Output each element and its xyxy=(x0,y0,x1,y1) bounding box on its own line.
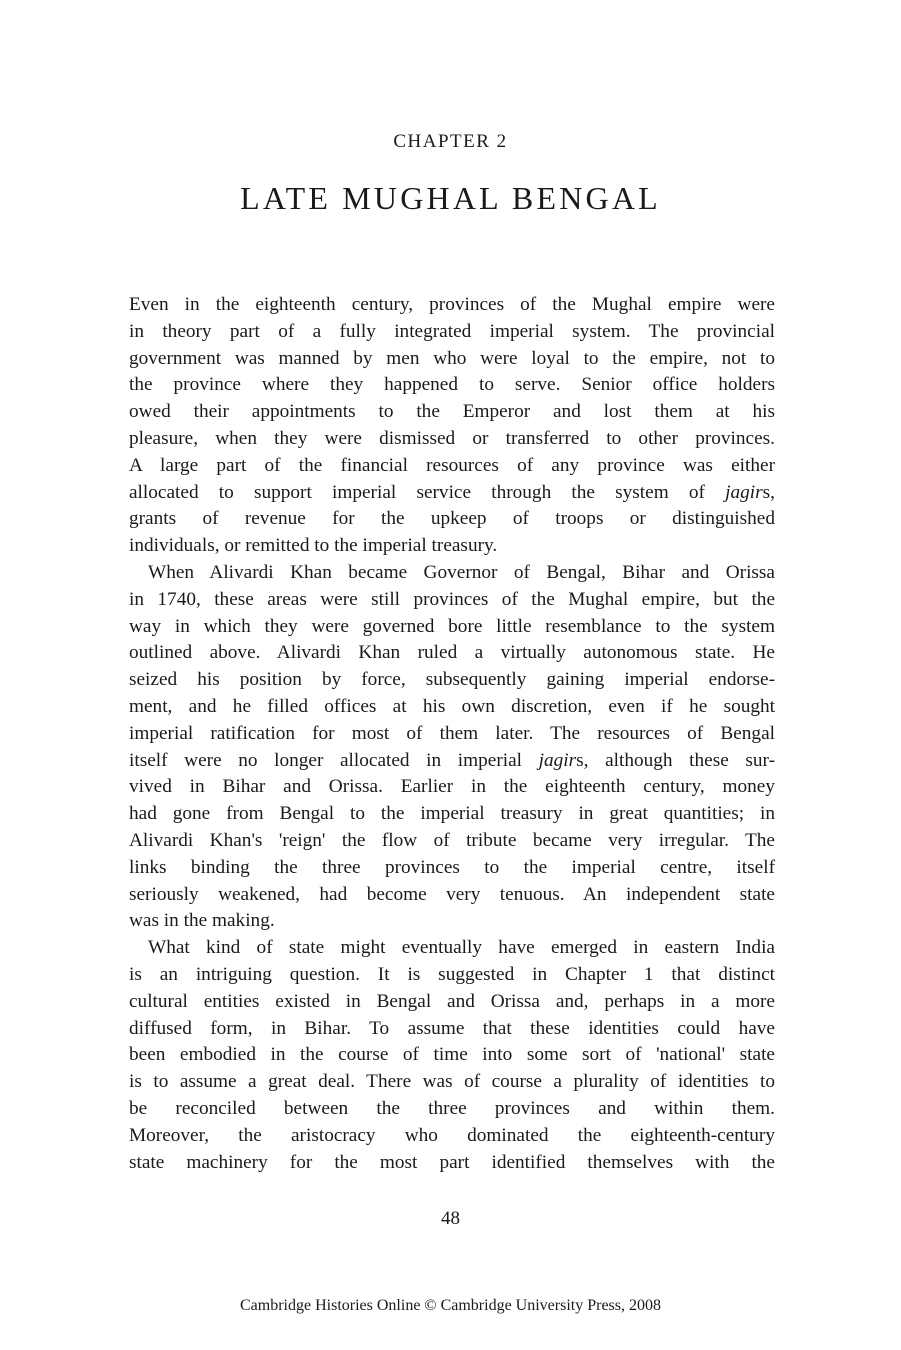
italic-term: jagir xyxy=(538,749,577,771)
text-line: government was manned by men who were loyal to the empire, not to xyxy=(129,347,775,369)
text-line: outlined above. Alivardi Khan ruled a virtually autonomous state. He xyxy=(129,642,775,664)
text-line: individuals, or remitted to the imperial treasury. xyxy=(129,535,498,557)
text-line: A large part of the financial resources of any province was either xyxy=(129,454,775,476)
text-line: ment, and he filled offices at his own discretion, even if he sought xyxy=(129,695,775,717)
text-line: links binding the three provinces to the imperial centre, itself xyxy=(129,856,775,878)
text-line: state machinery for the most part identified themselves with the xyxy=(129,1151,775,1173)
text-line: allocated to support imperial service through the system of jagirs, xyxy=(129,481,775,503)
footer-copyright: Cambridge Histories Online © Cambridge University Press, 2008 xyxy=(240,1297,661,1314)
text-line: is to assume a great deal. There was of course a plurality of identities to xyxy=(129,1071,775,1093)
text-line: vived in Bihar and Orissa. Earlier in the eighteenth century, money xyxy=(129,776,775,798)
text-line: is an intriguing question. It is suggested in Chapter 1 that distinct xyxy=(129,963,775,985)
text-line: in theory part of a fully integrated imperial system. The provincial xyxy=(129,320,775,342)
page-number: 48 xyxy=(441,1208,460,1229)
text-line: grants of revenue for the upkeep of troops or distinguished xyxy=(129,508,775,530)
chapter-title: LATE MUGHAL BENGAL xyxy=(240,180,661,216)
text-line: be reconciled between the three provinces and within them. xyxy=(129,1097,775,1119)
text-line: When Alivardi Khan became Governor of Bengal, Bihar and Orissa xyxy=(148,561,775,583)
text-line: itself were no longer allocated in imperial jagirs, although these sur- xyxy=(129,749,775,771)
text-line: Alivardi Khan's 'reign' the flow of tribute became very irregular. The xyxy=(129,829,775,851)
text-line: been embodied in the course of time into some sort of 'national' state xyxy=(129,1044,775,1066)
paragraph-1 xyxy=(129,292,775,560)
text-line: seriously weakened, had become very tenuous. An independent state xyxy=(129,883,775,905)
text-line: seized his position by force, subsequently gaining imperial endorse- xyxy=(129,669,775,691)
text-line: was in the making. xyxy=(129,910,275,932)
text-line: Even in the eighteenth century, provinces of the Mughal empire were xyxy=(129,294,775,315)
text-line: in 1740, these areas were still provinces of the Mughal empire, but the xyxy=(129,588,775,610)
text-line: imperial ratification for most of them later. The resources of Bengal xyxy=(129,722,775,744)
text-line: way in which they were governed bore little resemblance to the system xyxy=(129,615,775,637)
text-line: the province where they happened to serve. Senior office holders xyxy=(129,374,775,396)
paragraph-3 xyxy=(129,935,775,1176)
italic-term: jagir xyxy=(725,481,763,503)
text-line: cultural entities existed in Bengal and Orissa and, perhaps in a more xyxy=(129,990,775,1012)
text-line: had gone from Bengal to the imperial treasury in great quantities; in xyxy=(129,803,775,825)
chapter-label: CHAPTER 2 xyxy=(393,131,508,152)
text-line: diffused form, in Bihar. To assume that these identities could have xyxy=(129,1017,775,1039)
text-line: owed their appointments to the Emperor and lost them at his xyxy=(129,401,775,423)
text-line: Moreover, the aristocracy who dominated the eighteenth-century xyxy=(129,1124,775,1146)
body-text xyxy=(129,292,775,1176)
text-line: pleasure, when they were dismissed or transferred to other provinces. xyxy=(129,427,775,449)
paragraph-2 xyxy=(129,560,775,935)
text-line: What kind of state might eventually have emerged in eastern India xyxy=(148,937,775,959)
